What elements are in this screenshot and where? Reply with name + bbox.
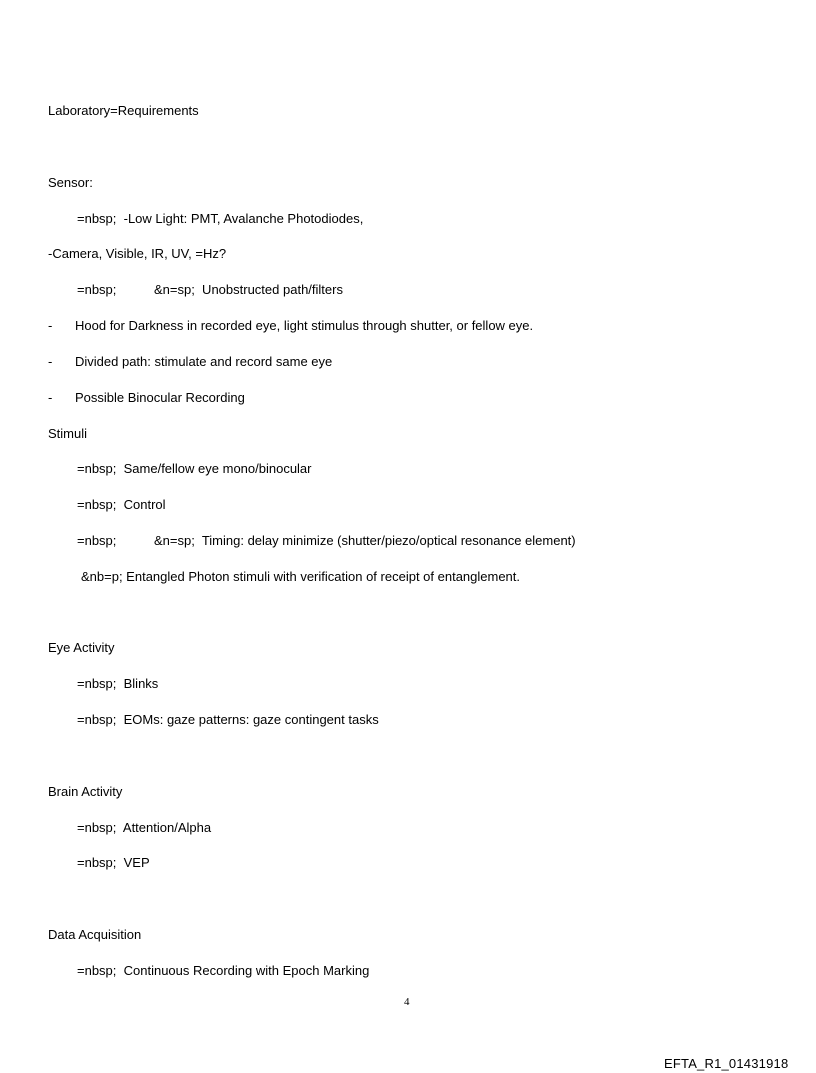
brain-activity-vep: =nbsp; VEP	[77, 855, 150, 870]
sensor-heading: Sensor:	[48, 175, 93, 190]
page-number: 4	[404, 996, 410, 1008]
data-acquisition-heading: Data Acquisition	[48, 927, 142, 942]
document-title: Laboratory=Requirements	[48, 103, 199, 118]
sensor-camera: -Camera, Visible, IR, UV, =Hz?	[48, 246, 227, 261]
eye-activity-eoms: =nbsp; EOMs: gaze patterns: gaze contingent tasks	[77, 712, 379, 727]
stimuli-entangled: &nb=p; Entangled Photon stimuli with verification of receipt of entanglement.	[81, 569, 521, 584]
stimuli-heading: Stimuli	[48, 426, 88, 441]
sensor-unobstructed: &n=sp; Unobstructed path/filters	[154, 282, 343, 297]
bullet-item: Possible Binocular Recording	[75, 390, 245, 405]
stimuli-timing-prefix: =nbsp;	[77, 533, 117, 548]
sensor-unobstructed-prefix: =nbsp;	[77, 282, 117, 297]
document-id: EFTA_R1_01431918	[664, 1056, 789, 1071]
brain-activity-heading: Brain Activity	[48, 784, 123, 799]
bullet-marker: -	[48, 318, 53, 333]
sensor-low-light: =nbsp; -Low Light: PMT, Avalanche Photodiodes,	[77, 211, 364, 226]
eye-activity-blinks: =nbsp; Blinks	[77, 676, 159, 691]
bullet-item: Hood for Darkness in recorded eye, light stimulus through shutter, or fellow eye.	[75, 318, 534, 333]
stimuli-mono-binocular: =nbsp; Same/fellow eye mono/binocular	[77, 461, 312, 476]
bullet-marker: -	[48, 390, 53, 405]
bullet-item: Divided path: stimulate and record same eye	[75, 354, 333, 369]
eye-activity-heading: Eye Activity	[48, 640, 115, 655]
bullet-marker: -	[48, 354, 53, 369]
brain-activity-attention: =nbsp; Attention/Alpha	[77, 820, 212, 835]
stimuli-timing: &n=sp; Timing: delay minimize (shutter/piezo/optical resonance element)	[154, 533, 576, 548]
data-acquisition-continuous: =nbsp; Continuous Recording with Epoch Marking	[77, 963, 370, 978]
stimuli-control: =nbsp; Control	[77, 497, 166, 512]
